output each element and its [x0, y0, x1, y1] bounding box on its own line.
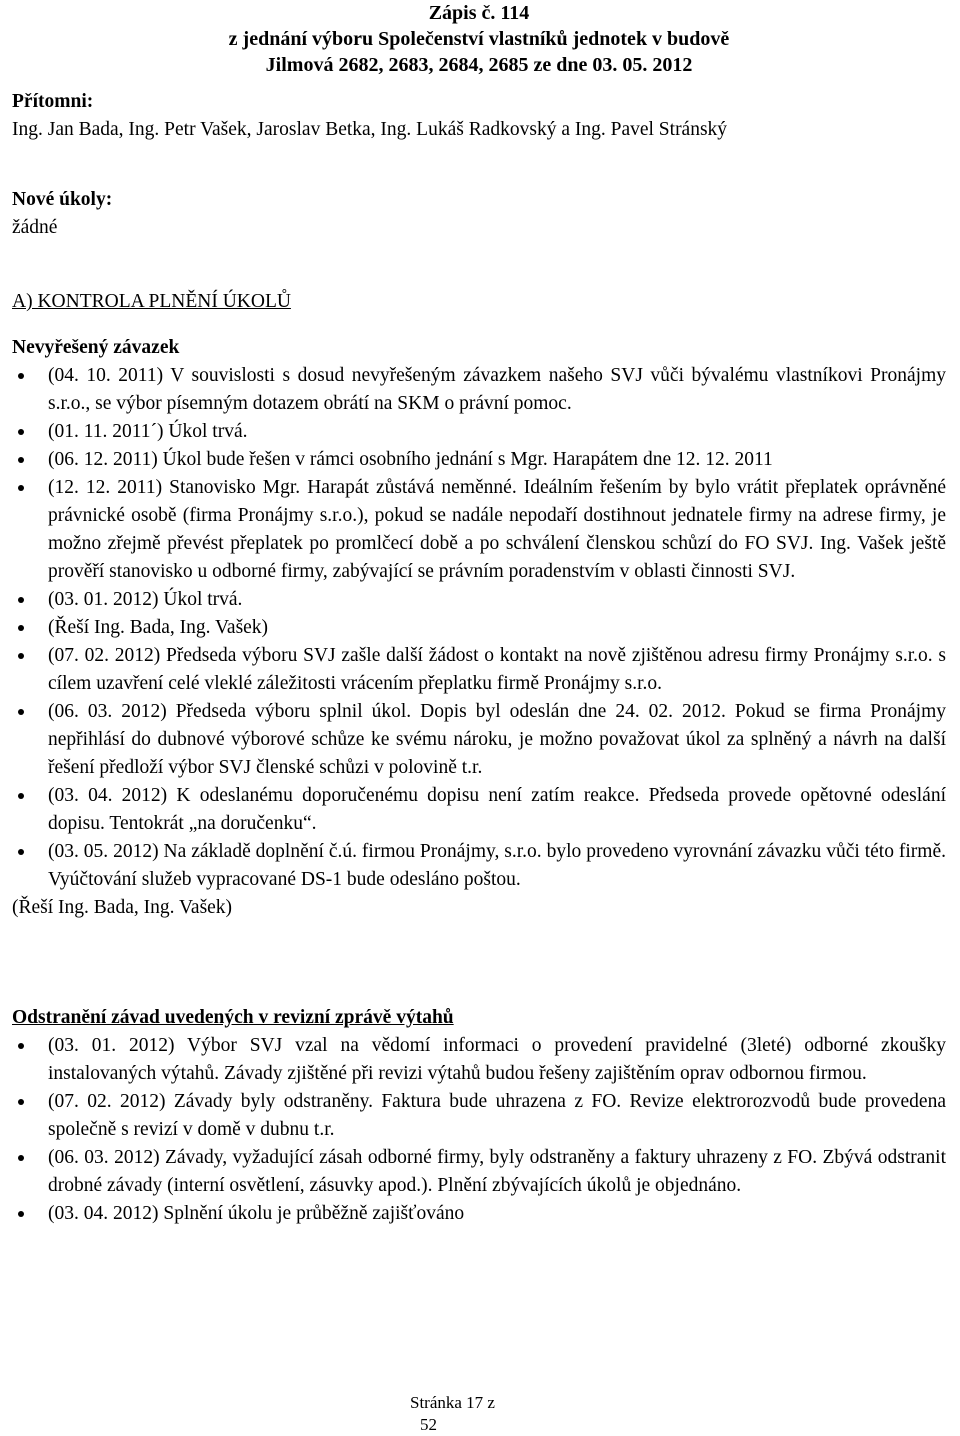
attendees-names: Ing. Jan Bada, Ing. Petr Vašek, Jaroslav Betka, Ing. Lukáš Radkovský a Ing. Pavel Stránský — [12, 119, 728, 140]
list-item: (07. 02. 2012) Předseda výboru SVJ zašle další žádost o kontakt na nově zjištěnou adresu firmy Pronájmy s.r.o. s cílem uzavření celé vleklé záležitosti vrácením přeplatku firmě Pronájmy s.r.o. — [12, 642, 946, 698]
list-item: (01. 11. 2011´) Úkol trvá. — [12, 418, 946, 446]
list-item: (12. 12. 2011) Stanovisko Mgr. Harapát zůstává neměnné. Ideálním řešením by bylo vrátit přeplatek oprávněné právnické osobě (firma Pronájmy s.r.o.), pokud se nadále nepodaří dostihnout jednatele firmy na adrese firmy, je možno zřejmě převést přeplatek po promlčecí době a po schválení členskou schůzí do FO SVJ. Ing. Vašek ještě prověří stanovisko u odborné firmy, zabývající se právním poradenstvím v oblasti činnosti SVJ. — [12, 474, 946, 586]
attendees-label: Přítomni: — [12, 91, 94, 112]
new-tasks-section — [12, 186, 946, 242]
list-item: (06. 12. 2011) Úkol bude řešen v rámci osobního jednání s Mgr. Harapátem dne 12. 12. 2011 — [12, 446, 946, 474]
section-b-list — [12, 1032, 946, 1228]
list-item: (06. 03. 2012) Předseda výboru splnil úkol. Dopis byl odeslán dne 24. 02. 2012. Pokud se firma Pronájmy nepřihlásí do dubnové výborové schůze ke svému nároku, je možno považovat úkol za splněný a návrh na další řešení předloží výbor SVJ členské schůzi v polovině t.r. — [12, 698, 946, 782]
list-item: (07. 02. 2012) Závady byly odstraněny. Faktura bude uhrazena z FO. Revize elektrorozvodů bude provedena společně s revizí v domě v dubnu t.r. — [12, 1088, 946, 1144]
list-item: (Řeší Ing. Bada, Ing. Vašek) — [12, 614, 946, 642]
list-item: (03. 01. 2012) Úkol trvá. — [12, 586, 946, 614]
section-b-heading: Odstranění závad uvedených v revizní zprávě výtahů — [12, 1007, 454, 1028]
document-page — [12, 0, 946, 1228]
meeting-address-date: Jilmová 2682, 2683, 2684, 2685 ze dne 03. 05. 2012 — [265, 54, 693, 76]
section-a — [12, 288, 946, 922]
list-item: (03. 01. 2012) Výbor SVJ vzal na vědomí informaci o provedení pravidelné (3leté) odborné zkoušky instalovaných výtahů. Závady zjištěné při revizi výtahů budou řešeny zajištěním oprav odbornou firmou. — [12, 1032, 946, 1088]
page-footer — [410, 1392, 530, 1436]
new-tasks-label: Nové úkoly: — [12, 189, 113, 210]
meeting-subject: z jednání výboru Společenství vlastníků jednotek v budově — [228, 28, 730, 50]
list-item: (03. 05. 2012) Na základě doplnění č.ú. firmou Pronájmy, s.r.o. bylo provedeno vyrovnání závazku vůči této firmě. Vyúčtování služeb vypracované DS-1 bude odesláno poštou. — [12, 838, 946, 894]
new-tasks-value: žádné — [12, 217, 58, 238]
attendees-section — [12, 88, 946, 144]
section-a-heading: A) KONTROLA PLNĚNÍ ÚKOLŮ — [12, 291, 291, 312]
page-total: 52 — [420, 1415, 437, 1434]
document-header — [12, 0, 946, 78]
list-item: (04. 10. 2011) V souvislosti s dosud nevyřešeným závazkem našeho SVJ vůči bývalému vlastníkovi Pronájmy s.r.o., se výbor písemným dotazem obrátí na SKM o právní pomoc. — [12, 362, 946, 418]
section-b — [12, 1004, 946, 1228]
list-item: (03. 04. 2012) K odeslanému doporučenému dopisu není zatím reakce. Předseda provede opětovné odeslání dopisu. Tentokrát „na doručenku“. — [12, 782, 946, 838]
minutes-number: Zápis č. 114 — [428, 2, 530, 24]
list-item: (03. 04. 2012) Splnění úkolu je průběžně zajišťováno — [12, 1200, 946, 1228]
page-label: Stránka 17 z — [410, 1393, 495, 1412]
section-a-responsible: (Řeší Ing. Bada, Ing. Vašek) — [12, 897, 233, 918]
section-a-list — [12, 362, 946, 894]
list-item: (06. 03. 2012) Závady, vyžadující zásah odborné firmy, byly odstraněny a faktury uhrazeny z FO. Zbývá odstranit drobné závady (interní osvětlení, zásuvky apod.). Plnění zbývajících úkolů je objednáno. — [12, 1144, 946, 1200]
section-a-subheading: Nevyřešený závazek — [12, 337, 180, 358]
